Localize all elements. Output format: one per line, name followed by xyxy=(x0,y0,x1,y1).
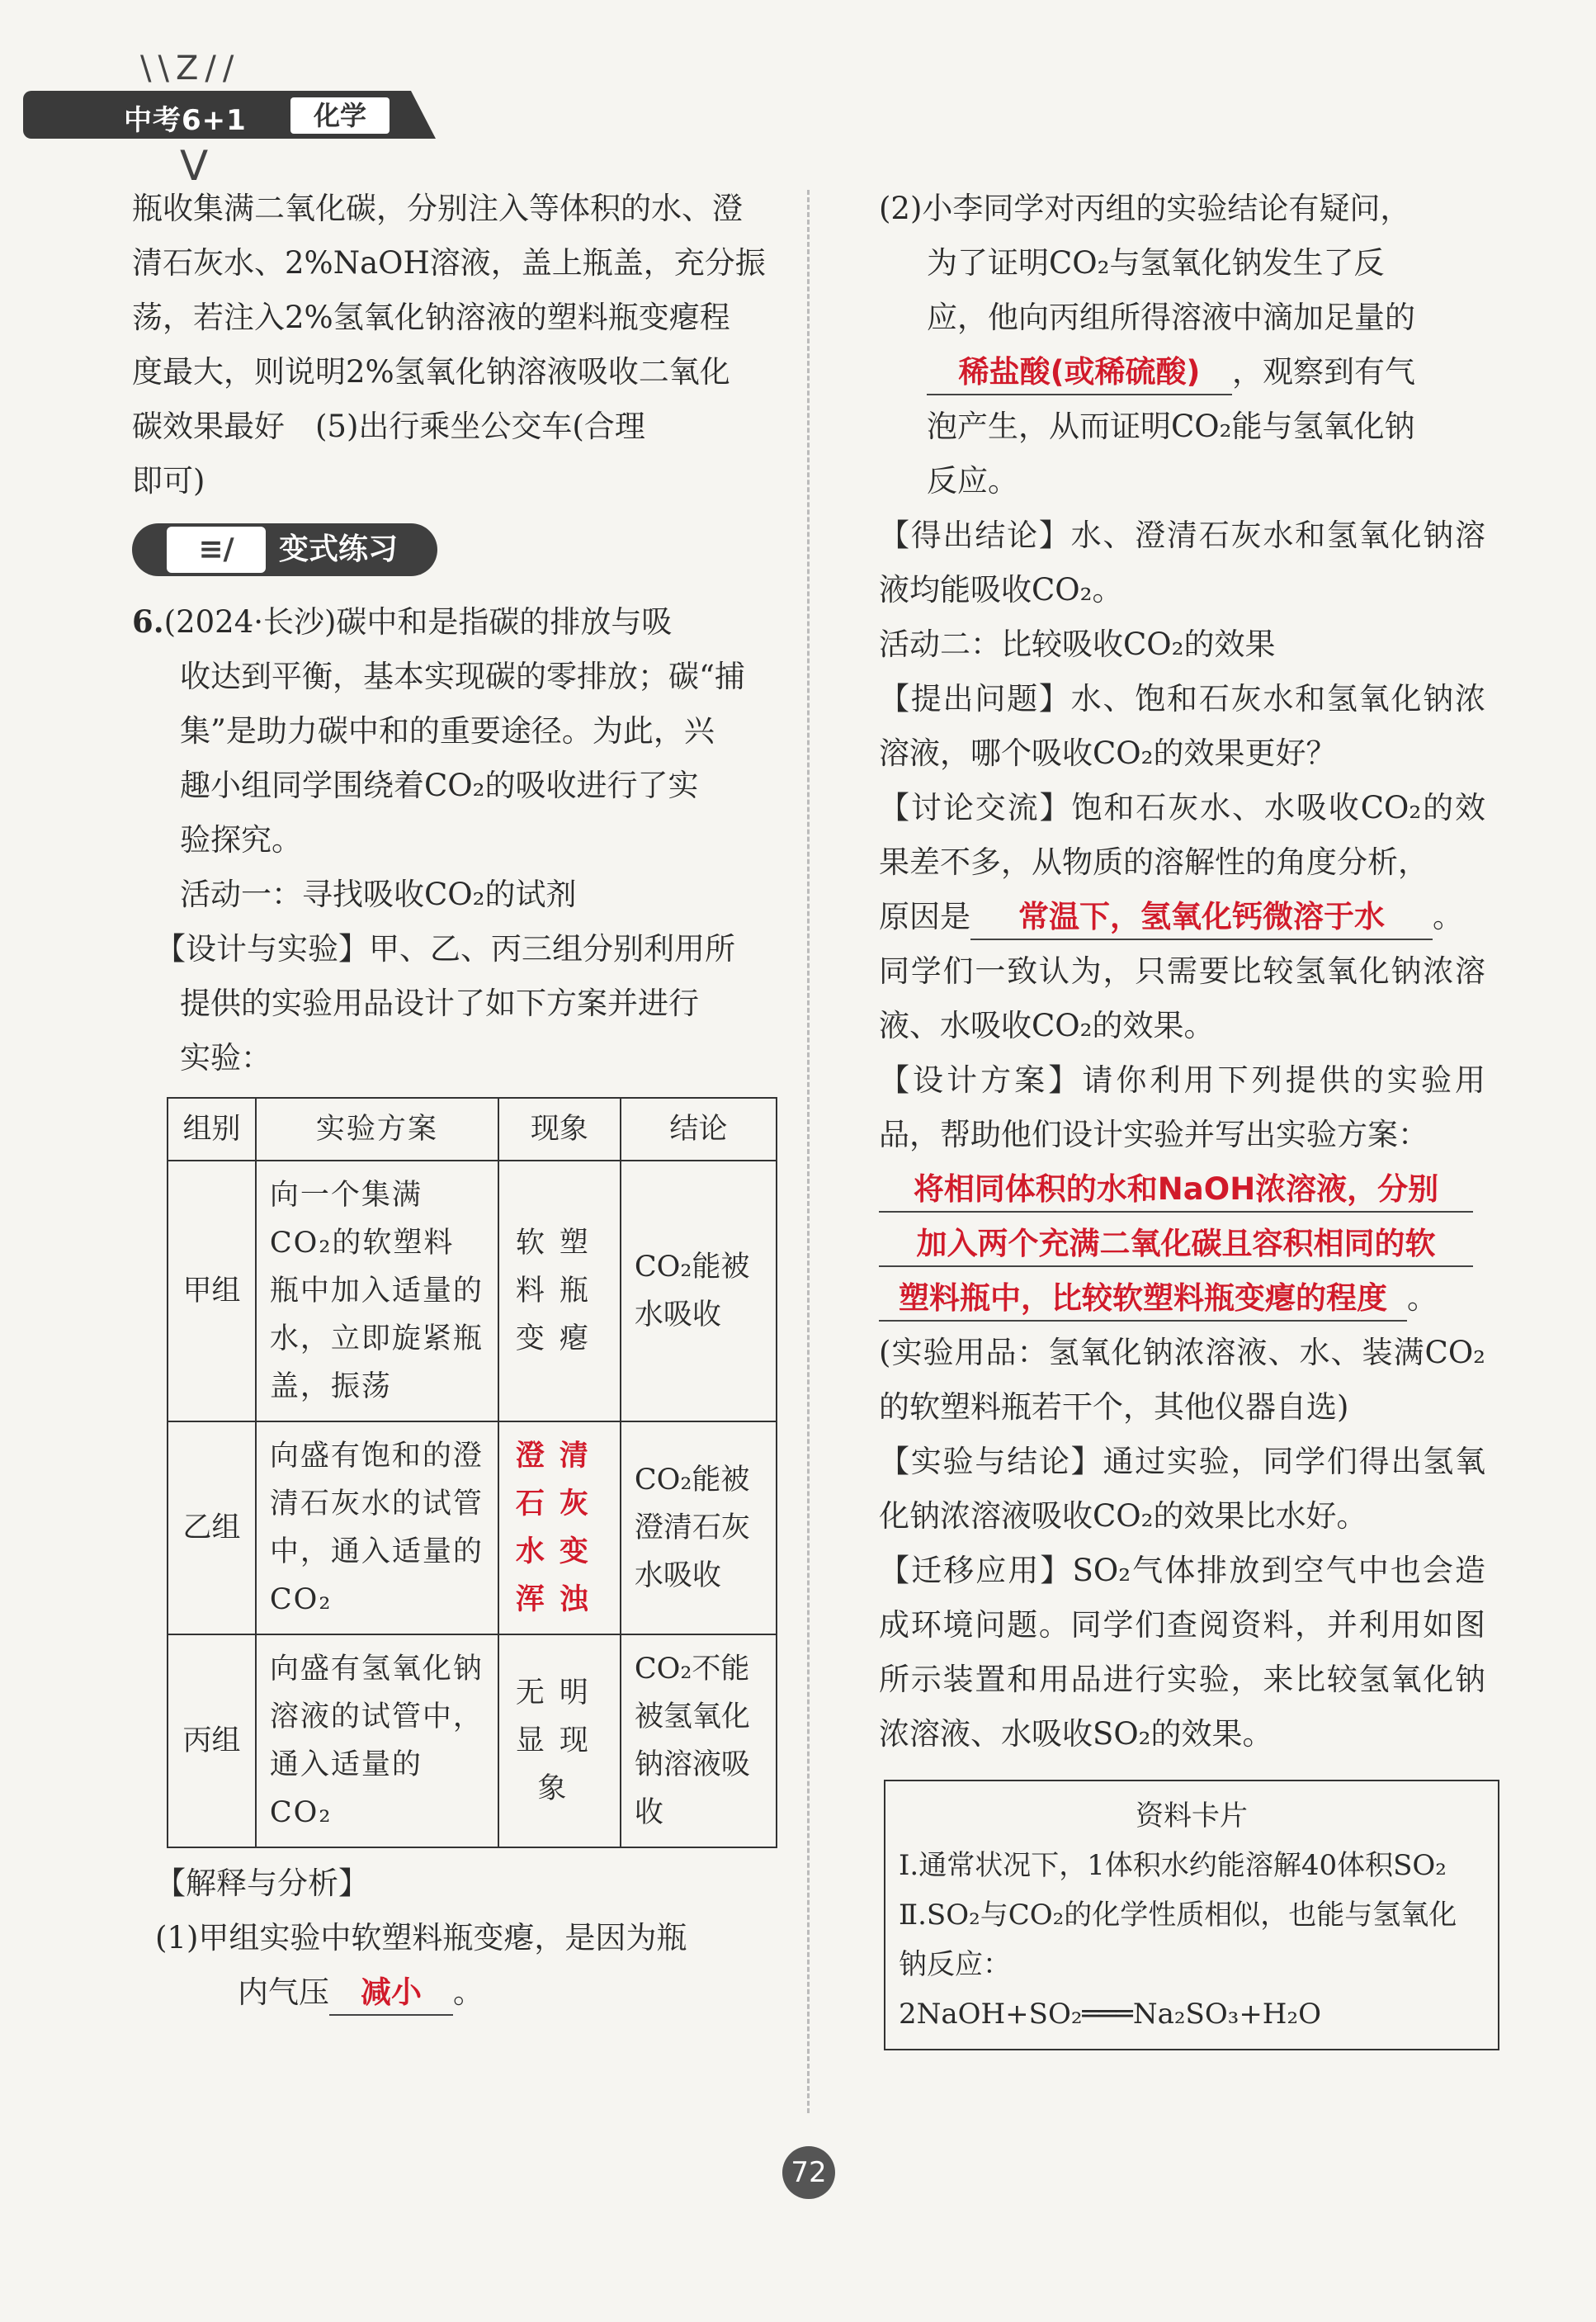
answer-blank: 常温下，氢氧化钙微溶于水 xyxy=(970,896,1433,940)
question-text: (2024·长沙)碳中和是指碳的排放与吸 xyxy=(163,604,673,640)
carry-line: 清石灰水、2%NaOH溶液，盖上瓶盖，充分振 xyxy=(132,245,766,281)
group-cell: 乙组 xyxy=(168,1421,256,1634)
discuss-text: 原因是 xyxy=(879,899,970,934)
header-cell: 组别 xyxy=(168,1098,256,1161)
group-cell: 甲组 xyxy=(168,1161,256,1421)
plan-cell: 向盛有饱和的澄清石灰水的试管中，通入适量的CO₂ xyxy=(256,1421,498,1634)
q2-text: 应，他向丙组所得溶液中滴加足量的 xyxy=(927,300,1415,335)
carry-line: 荡，若注入2%氢氧化钠溶液的塑料瓶变瘪程 xyxy=(132,300,730,335)
header-cell: 结论 xyxy=(621,1098,777,1161)
q2-text: 为了证明CO₂与氢氧化钠发生了反 xyxy=(927,245,1385,281)
plan-text: 【设计方案】请你利用下列提供的实验用品，帮助他们设计实验并写出实验方案： xyxy=(879,1062,1485,1152)
question-text: 趣小组同学围绕着CO₂的吸收进行了实 xyxy=(180,768,699,803)
conclusion-cell: CO₂能被水吸收 xyxy=(621,1161,777,1421)
result-text: 【实验与结论】通过实验，同学们得出氢氧化钠浓溶液吸收CO₂的效果比水好。 xyxy=(879,1444,1485,1534)
card-item: Ⅰ.通常状况下，1体积水约能溶解40体积SO₂ xyxy=(899,1849,1447,1882)
design-text: 【设计与实验】甲、乙、丙三组分别利用所 xyxy=(155,931,735,967)
table-header-row xyxy=(168,1098,777,1161)
explain-text: 内气压 xyxy=(238,1974,329,2010)
question-number: 6. xyxy=(132,603,164,640)
conclusion-text: 【得出结论】水、澄清石灰水和氢氧化钠溶液均能吸收CO₂。 xyxy=(879,518,1485,608)
plan-materials: (实验用品：氢氧化钠浓溶液、水、装满CO₂的软塑料瓶若干个，其他仪器自选) xyxy=(879,1335,1485,1425)
vee-decoration: V xyxy=(180,142,209,190)
group-cell: 丙组 xyxy=(168,1634,256,1847)
page-header xyxy=(0,50,462,190)
explain-q1: (1)甲组实验中软塑料瓶变瘪，是因为瓶 xyxy=(155,1920,687,1955)
phenomenon-cell: 无明显现象 xyxy=(498,1634,621,1847)
plan-answer-line xyxy=(879,1162,1485,1217)
phenomenon-cell: 软塑料瓶变瘪 xyxy=(498,1161,621,1421)
banner-label: 变式练习 xyxy=(279,532,399,566)
punctuation: 。 xyxy=(1407,1280,1438,1316)
discuss-after: 同学们一致认为，只需要比较氢氧化钠浓溶液、水吸收CO₂的效果。 xyxy=(879,953,1485,1043)
discuss-reason-line xyxy=(879,890,1485,944)
q2-text: ，观察到有气 xyxy=(1232,354,1415,390)
punctuation: 。 xyxy=(1433,899,1463,934)
punctuation: 。 xyxy=(453,1974,484,2010)
q2-text: 泡产生，从而证明CO₂能与氢氧化钠 xyxy=(927,409,1415,444)
activity-two: 活动二：比较吸收CO₂的效果 xyxy=(879,627,1276,662)
explain-title: 【解释与分析】 xyxy=(155,1866,369,1901)
chevron-decoration: \\Z// xyxy=(140,50,241,87)
answer-blank: 将相同体积的水和NaOH浓溶液，分别 xyxy=(879,1168,1473,1213)
page-number: 72 xyxy=(782,2146,835,2199)
plan-cell: 向一个集满CO₂的软塑料瓶中加入适量的水，立即旋紧瓶盖，振荡 xyxy=(256,1161,498,1421)
transfer-text: 【迁移应用】SO₂气体排放到空气中也会造成环境问题。同学们查阅资料，并利用如图所示装置和用品进行实验，来比较氢氧化钠浓溶液、水吸收SO₂的效果。 xyxy=(879,1553,1485,1752)
question-6-line1 xyxy=(132,594,776,650)
activity-one: 活动一：寻找吸收CO₂的试剂 xyxy=(180,877,577,912)
table-row xyxy=(168,1634,777,1847)
header-cell: 实验方案 xyxy=(256,1098,498,1161)
conclusion-cell: CO₂能被澄清石灰水吸收 xyxy=(621,1421,777,1634)
design-text: 实验： xyxy=(180,1040,272,1076)
table-row xyxy=(168,1161,777,1421)
carry-line: 瓶收集满二氧化碳，分别注入等体积的水、澄 xyxy=(132,191,743,226)
section-banner xyxy=(132,520,446,581)
answer-blank: 减小 xyxy=(329,1971,453,2016)
question-text: 验探究。 xyxy=(180,822,302,858)
table-row xyxy=(168,1421,777,1634)
answer-blank: 塑料瓶中，比较软塑料瓶变瘪的程度 xyxy=(879,1277,1407,1322)
question-text: 集”是助力碳中和的重要途径。为此，兴 xyxy=(180,713,715,749)
column-divider xyxy=(807,190,810,2113)
info-card xyxy=(884,1780,1499,2050)
header-cell: 现象 xyxy=(498,1098,621,1161)
plan-answer-line xyxy=(879,1217,1485,1271)
plan-answer-line xyxy=(879,1271,1485,1326)
left-column xyxy=(132,182,776,2020)
carry-line: 碳效果最好 (5)出行乘坐公交车(合理 xyxy=(132,409,645,444)
carry-line: 即可) xyxy=(132,463,205,499)
q2-text: (2)小李同学对丙组的实验结论有疑问， xyxy=(879,191,1411,226)
q2-answer-line xyxy=(879,345,1485,400)
book-logo: 中考6+1 xyxy=(124,104,247,137)
answer-blank: 稀盐酸(或稀硫酸) xyxy=(927,351,1232,395)
conclusion-cell: CO₂不能被氢氧化钠溶液吸收 xyxy=(621,1634,777,1847)
phenomenon-answer-cell: 澄清石灰水变浑浊 xyxy=(498,1421,621,1634)
answer-blank: 加入两个充满二氧化碳且容积相同的软 xyxy=(879,1222,1473,1267)
explain-q1-line2 xyxy=(132,1965,776,2020)
card-title: 资料卡片 xyxy=(1136,1799,1248,1833)
q2-text: 反应。 xyxy=(927,463,1018,499)
subject-label: 化学 xyxy=(290,97,390,134)
design-text: 提供的实验用品设计了如下方案并进行 xyxy=(180,986,699,1021)
book-pencil-icon: ≡/ xyxy=(167,527,266,573)
card-item: Ⅱ.SO₂与CO₂的化学性质相似，也能与氢氧化钠反应： xyxy=(899,1899,1457,1981)
plan-cell: 向盛有氢氧化钠溶液的试管中，通入适量的CO₂ xyxy=(256,1634,498,1847)
carry-line: 度最大，则说明2%氢氧化钠溶液吸收二氧化 xyxy=(132,354,730,390)
chemical-equation: 2NaOH+SO₂═══Na₂SO₃+H₂O xyxy=(899,1998,1321,2031)
experiment-table xyxy=(167,1097,777,1848)
question-text: 【提出问题】水、饱和石灰水和氢氧化钠浓溶液，哪个吸收CO₂的效果更好？ xyxy=(879,681,1485,771)
discuss-text: 【讨论交流】饱和石灰水、水吸收CO₂的效果差不多，从物质的溶解性的角度分析， xyxy=(879,790,1485,880)
question-text: 收达到平衡，基本实现碳的零排放；碳“捕 xyxy=(180,659,745,694)
right-column xyxy=(879,182,1485,2050)
